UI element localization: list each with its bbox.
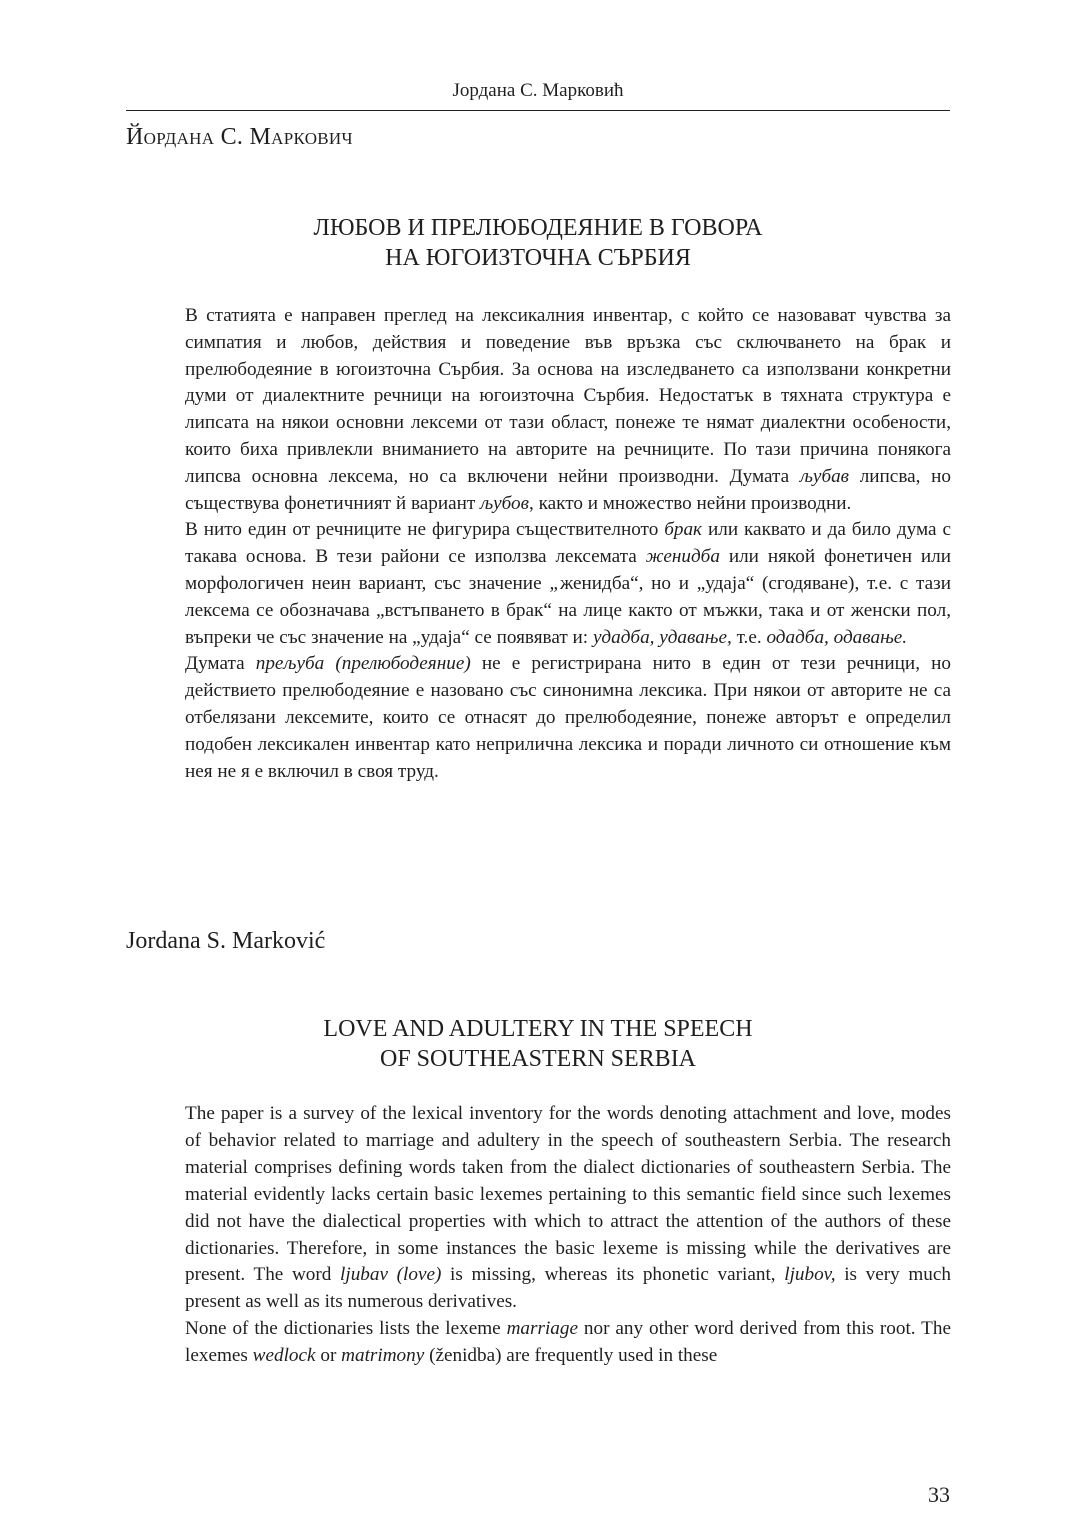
text-run: The paper is a survey of the lexical inventory for the words denoting attachment and love, modes of behavior related to marriage and adultery in the speech of southeastern Serbia. The research material comprises defining words taken from the dialect dictionaries of southeastern Serbia. The material evidently lacks certain basic lexemes pertaining to this semantic field since such lexemes did not have the dialectical properties with which to attract the attention of the authors of these dictionaries. Therefore, in some instances the basic lexeme is missing while the derivatives are present. The word [185, 1103, 951, 1286]
abstract-bulgarian [185, 303, 951, 785]
text-run: is missing, whereas its phonetic variant, [441, 1264, 785, 1286]
title-line-1: ЛЮБОВ И ПРЕЛЮБОДЕЯНИЕ В ГОВОРА [313, 215, 763, 241]
text-run: None of the dictionaries lists the lexeme [185, 1318, 507, 1340]
text-run: , както и множество нейни производни. [528, 492, 852, 514]
text-run: В нито един от речниците не фигурира съществителното [185, 519, 665, 541]
abstract-paragraph [185, 303, 951, 517]
author-name-english: Jordana S. Marković [126, 928, 326, 954]
italic-term: одадба, одавање. [766, 626, 908, 648]
text-run: or [315, 1345, 342, 1367]
text-run: В статията е направен преглед на лексикалния инвентар, с който се назовават чувства за симпатия и любов, действия и поведение във връзка със сключването на брак и прелюбодеяние в югоизточна Сърбия. За основа на изследването са използвани конкретни думи от диалектните речници на югоизточна Сърбия. Недостатък в тяхната структура е липсата на някои основни лексеми от тази област, понеже те нямат диалектни особености, които биха привлекли вниманието на авторите на речниците. По тази причина понякога липсва основна лексема, но са включени нейни производни. Думата [185, 305, 951, 487]
text-run: или някой фонетичен или морфологичен неин вариант, със значение [185, 546, 951, 594]
title-line-2: OF SOUTHEASTERN SERBIA [379, 1046, 697, 1072]
title-line-1: LOVE AND ADULTERY IN THE SPEECH [323, 1016, 753, 1042]
page-number: 33 [928, 1482, 950, 1507]
text-run: is very much present as well as its numerous derivatives. [185, 1264, 951, 1313]
abstract-paragraph [185, 517, 951, 651]
italic-term: marriage [506, 1318, 578, 1340]
italic-term: ljubav (love) [340, 1264, 442, 1286]
text-run: или каквато и да било дума с такава основа. В тези райони се използва лексемата [185, 519, 951, 568]
text-run: Думата [185, 653, 256, 675]
abstract-paragraph [185, 651, 951, 785]
italic-term: брак [664, 519, 703, 541]
text-run: липсва, но съществува фонетичният й вариант [185, 465, 951, 514]
italic-term: женидба [645, 546, 720, 568]
author-name-bulgarian: Йордана С. Маркович [126, 124, 353, 150]
italic-term: удадба, удавање, [592, 626, 732, 648]
italic-term: wedlock [252, 1345, 316, 1367]
text-run: женидба“, но и „удаја“ (сгодяване), т.е. с тази лексема се обозначава „встъпването в брак“ на лице както от мъжки, така и от женски пол, въпреки че със значение на „удаја“ се появяват и: [185, 572, 951, 648]
italic-term: љубов [480, 492, 529, 514]
italic-term: matrimony [341, 1345, 425, 1367]
italic-term: љубав [799, 465, 850, 487]
abstract-paragraph [185, 1101, 951, 1316]
italic-term: ljubov, [784, 1264, 836, 1286]
italic-quote: „ [549, 572, 560, 594]
article-title-bulgarian [126, 213, 950, 273]
text-run: не е регистрирана нито в един от тези речници, но действието прелюбодеяние е назовано със синонимна лексика. При някои от авторите не са отбелязани лексемите, които се отнасят до прелюбодеяние, понеже авторът е определил подобен лексикален инвентар като неприлична лексика и поради личното си отношение към нея не я е включил в своя труд. [185, 653, 951, 782]
abstract-paragraph [185, 1316, 951, 1370]
text-run: (ženidba) are frequently used in these [424, 1345, 718, 1367]
header-rule [126, 110, 950, 111]
italic-term: прељуба (прелюбодеяние) [255, 653, 471, 675]
title-line-2: НА ЮГОИЗТОЧНА СЪРБИЯ [385, 245, 691, 271]
text-run: nor any other word derived from this root. The lexemes [185, 1318, 951, 1367]
running-head: Јордана С. Марковић [452, 80, 624, 101]
text-run: т.е. [731, 626, 767, 648]
abstract-english [185, 1101, 951, 1370]
article-title-english [126, 1014, 950, 1074]
